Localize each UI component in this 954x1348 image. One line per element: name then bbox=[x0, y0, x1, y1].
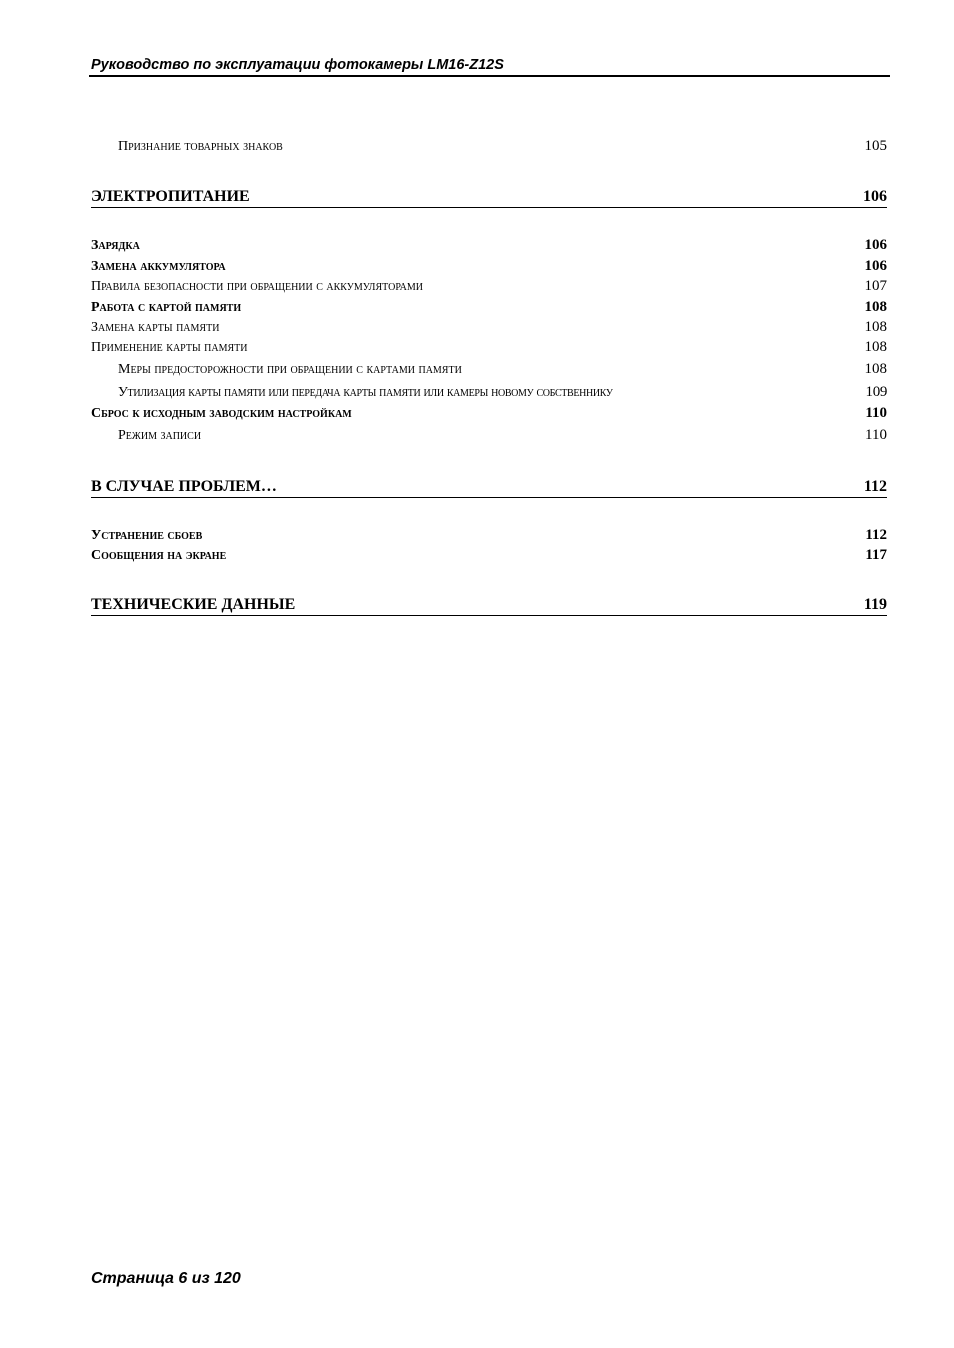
toc-chapter-page: 106 bbox=[863, 188, 887, 205]
page-number-footer: Страница 6 из 120 bbox=[91, 1270, 241, 1287]
toc-entry-label: Работа с картой памяти bbox=[91, 300, 242, 315]
toc-entry-recording-mode[interactable] bbox=[91, 427, 887, 444]
toc-entry-label: Сброс к исходным заводским настройкам bbox=[91, 406, 352, 421]
toc-entry-label: Замена аккумулятора bbox=[91, 259, 226, 274]
toc-entry-label: Устранение сбоев bbox=[91, 528, 203, 543]
toc-entry-page: 106 bbox=[864, 237, 887, 253]
toc-chapter-label: ЭЛЕКТРОПИТАНИЕ bbox=[91, 188, 250, 205]
toc-entry-label: Применение карты памяти bbox=[91, 340, 248, 355]
toc-entry-memory-card-usage[interactable] bbox=[91, 339, 887, 356]
toc-chapter-label: В СЛУЧАЕ ПРОБЛЕМ… bbox=[91, 478, 277, 495]
toc-chapter-troubleshooting[interactable] bbox=[91, 478, 887, 498]
toc-entry-label: Режим записи bbox=[118, 428, 202, 443]
toc-entry-battery-replacement[interactable] bbox=[91, 258, 887, 275]
toc-entry-page: 110 bbox=[865, 405, 887, 421]
toc-entry-memory-card-disposal[interactable] bbox=[91, 384, 887, 401]
header-divider bbox=[89, 75, 890, 77]
toc-entry-page: 112 bbox=[865, 527, 887, 543]
toc-entry-label: Сообщения на экране bbox=[91, 548, 227, 563]
toc-entry-factory-reset[interactable] bbox=[91, 405, 887, 422]
toc-chapter-page: 119 bbox=[863, 596, 887, 613]
toc-entry-page: 108 bbox=[864, 339, 887, 355]
toc-chapter-page: 112 bbox=[863, 478, 887, 495]
toc-entry-label: Замена карты памяти bbox=[91, 320, 220, 335]
toc-entry-label: Утилизация карты памяти или передача карты памяти или камеры новому собственнику bbox=[118, 385, 613, 400]
toc-entry-screen-messages[interactable] bbox=[91, 547, 887, 564]
toc-entry-page: 108 bbox=[864, 361, 887, 377]
toc-entry-memory-card-replacement[interactable] bbox=[91, 319, 887, 336]
toc-chapter-specifications[interactable] bbox=[91, 596, 887, 616]
toc-entry-label: Признание товарных знаков bbox=[118, 139, 283, 154]
toc-entry-memory-card-work[interactable] bbox=[91, 299, 887, 316]
toc-entry-page: 108 bbox=[864, 319, 887, 335]
toc-entry-label: Зарядка bbox=[91, 238, 140, 253]
toc-entry-battery-safety[interactable] bbox=[91, 278, 887, 295]
toc-entry-label: Правила безопасности при обращении с аккумуляторами bbox=[91, 279, 423, 294]
toc-entry-label: Меры предосторожности при обращении с картами памяти bbox=[118, 362, 462, 377]
toc-entry-page: 106 bbox=[864, 258, 887, 274]
toc-chapter-power[interactable] bbox=[91, 188, 887, 208]
toc-entry-page: 110 bbox=[865, 427, 887, 443]
toc-entry-memory-card-precautions[interactable] bbox=[91, 361, 887, 378]
toc-entry-page: 105 bbox=[864, 138, 887, 154]
toc-entry-fault-fixing[interactable] bbox=[91, 527, 887, 544]
toc-entry-page: 109 bbox=[865, 384, 887, 400]
toc-entry-page: 107 bbox=[864, 278, 887, 294]
toc-entry-charging[interactable] bbox=[91, 237, 887, 254]
document-header-title: Руководство по эксплуатации фотокамеры LM16-Z12S bbox=[91, 57, 504, 73]
toc-entry-trademarks[interactable] bbox=[91, 138, 887, 155]
toc-entry-page: 108 bbox=[864, 299, 887, 315]
toc-entry-page: 117 bbox=[865, 547, 887, 563]
toc-chapter-label: ТЕХНИЧЕСКИЕ ДАННЫЕ bbox=[91, 596, 296, 613]
